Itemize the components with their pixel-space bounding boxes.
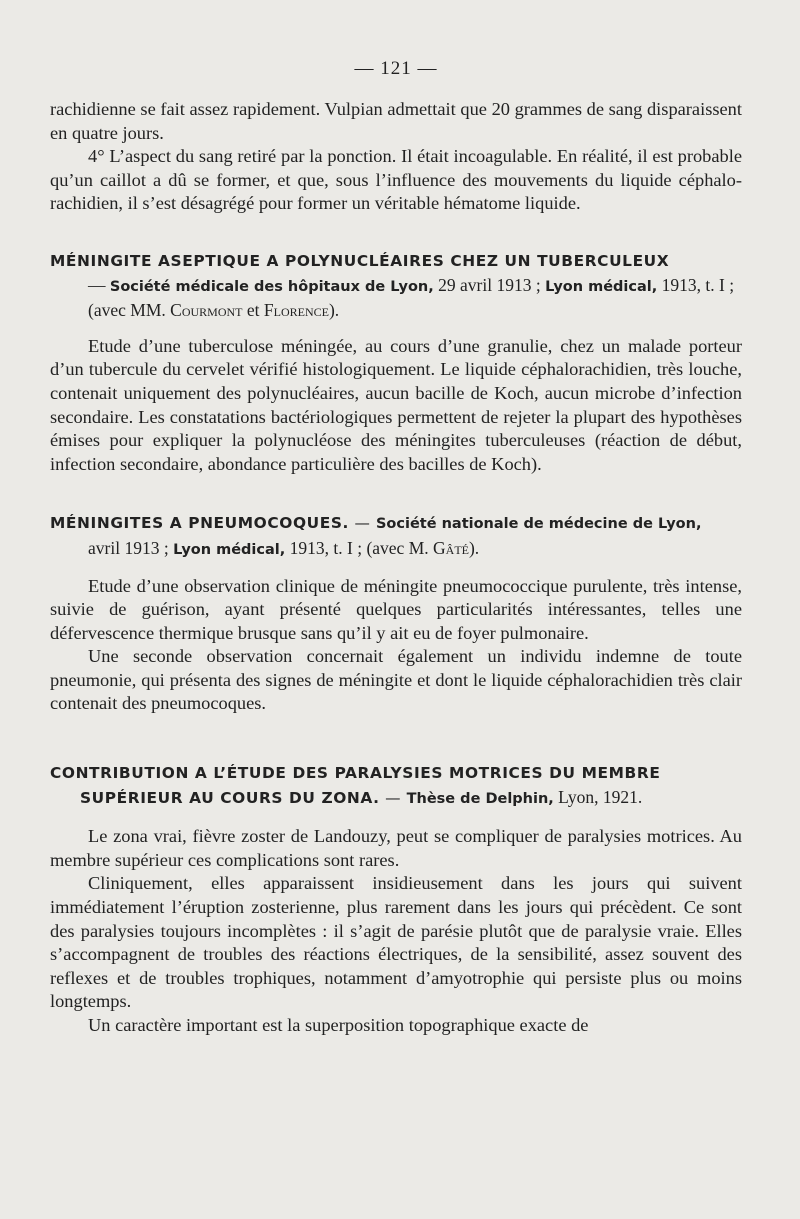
author-name: Courmont <box>170 300 243 321</box>
section-meningite-aseptique <box>50 250 742 323</box>
author-name: Gâté <box>433 537 469 558</box>
journal-name: Lyon médical, <box>173 541 286 558</box>
section-paragraph-2: Une seconde observation concernait également un individu indemne de toute pneumonie, qui présenta des signes de méningite et dont le liquide céphalorachidien très clair contenait des pneumocoques. <box>50 646 742 714</box>
society-name: Société nationale de médecine de Lyon, <box>375 516 702 533</box>
section-paralysies-zona <box>50 762 742 811</box>
section-reference: avril 1913 ; Lyon médical, 1913, t. I ; (avec M. Gâté). <box>88 537 480 558</box>
section-reference: — Société médicale des hôpitaux de Lyon, 29 avril 1913 ; Lyon médical, 1913, t. I ; (avec MM. Courmont et Florence). <box>88 274 735 321</box>
section-title-line-1: CONTRIBUTION A L’ÉTUDE DES PARALYSIES MOTRICES DU MEMBRE <box>50 764 661 783</box>
thesis-reference: Thèse de Delphin, <box>406 790 554 807</box>
section-paragraph-3: Un caractère important est la superposition topographique exacte de <box>88 1015 589 1035</box>
section-title: MÉNINGITE ASEPTIQUE A POLYNUCLÉAIRES CHEZ UN TUBERCULEUX <box>50 251 670 270</box>
intro-paragraph-2: 4° L’aspect du sang retiré par la ponction. Il était incoagulable. En réalité, il est probable qu’un caillot a dû se former, et que, sous l’influence des mouvements du liquide céphalo-rachidien, il s’est désagrégé pour former un véritable hématome liquide. <box>50 146 742 214</box>
section-paragraph-1: Etude d’une observation clinique de méningite pneumococcique purulente, très intense, suivie de guérison, ayant présenté quelques particularités intéressantes, telles une défervescence thermique brusque sans qu’il y ait eu de foyer pulmonaire. <box>50 575 742 643</box>
section-body: Etude d’une tuberculose méningée, au cours d’une granulie, chez un malade porteur d’un tubercule du cervelet vérifié histologiquement. Le liquide céphalorachidien, très louche, contenait uniquement des polynucléaires, aucun bacille de Koch, aucun microbe d’infection secondaire. Les constatations bactériologiques permettent de rejeter la plupart des hypothèses émises pour expliquer la polynucléose des méningites tuberculeuses (réaction de début, infection secondaire, abondance particulière des bacilles de Koch). <box>50 335 742 474</box>
section-meningites-pneumocoques <box>50 512 742 562</box>
section-paragraph-2: Cliniquement, elles apparaissent insidieusement dans les jours qui suivent immédiatement l’éruption zosterienne, plus rarement dans les jours qui précèdent. Ce sont des paralysies toujours incomplètes : il s’agit de parésie plutôt que de paralysie vraie. Elles s’accompagnent de troubles des réactions électriques, de la sensibilité, assez souvent des reflexes et de troubles trophiques, notamment d’amyotrophie qui persiste plus ou moins longtemps. <box>50 873 742 1012</box>
section-title-line: MÉNINGITES A PNEUMOCOQUES. — Société nationale de médecine de Lyon, <box>50 514 702 533</box>
section-paragraph-1: Le zona vrai, fièvre zoster de Landouzy, peut se compliquer de paralysies motrices. Au membre supérieur ces complications sont rares. <box>50 826 742 870</box>
page-number: — 121 — <box>354 58 438 79</box>
section-title: MÉNINGITES A PNEUMOCOQUES. <box>50 514 349 533</box>
intro-paragraph-1: rachidienne se fait assez rapidement. Vulpian admettait que 20 grammes de sang disparaissent en quatre jours. <box>50 99 742 143</box>
society-name: Société médicale des hôpitaux de Lyon, <box>109 278 434 295</box>
section-title-line-2: SUPÉRIEUR AU COURS DU ZONA. — Thèse de Delphin, Lyon, 1921. <box>80 786 643 807</box>
section-title: SUPÉRIEUR AU COURS DU ZONA. <box>80 788 380 807</box>
journal-name: Lyon médical, <box>545 278 658 295</box>
author-name: Florence <box>263 300 329 321</box>
